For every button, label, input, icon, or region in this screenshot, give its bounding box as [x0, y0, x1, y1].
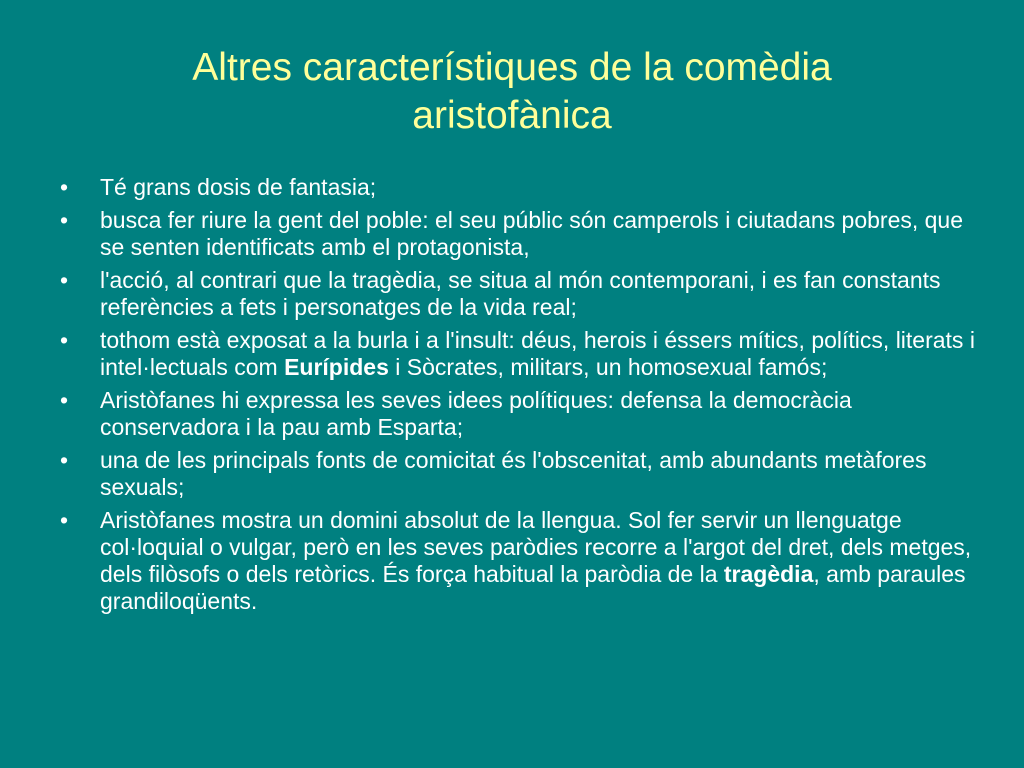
- bullet-text: una de les principals fonts de comicitat és l'obscenitat, amb abundants metàfores sexuals;: [100, 447, 927, 500]
- bullet-icon: •: [60, 507, 69, 533]
- bullet-icon: •: [60, 207, 69, 233]
- slide-title-line-1: Altres característiques de la comèdia: [192, 46, 832, 89]
- bullet-list: [60, 174, 980, 621]
- bullet-item-2: [60, 207, 980, 261]
- bullet-text: [100, 327, 975, 380]
- bullet-item-7: [60, 507, 980, 615]
- bullet-item-4: [60, 327, 980, 381]
- bullet-item-6: [60, 447, 980, 501]
- bullet-text: l'acció, al contrari que la tragèdia, se situa al món contemporani, i es fan constants referències a fets i personatges de la vida real;: [100, 267, 941, 320]
- bullet-item-3: [60, 267, 980, 321]
- bullet-icon: •: [60, 327, 69, 353]
- bullet-item-5: [60, 387, 980, 441]
- bullet-text-part: tothom està exposat a la burla i a l'insult: déus, herois i éssers mítics, polítics, literats i intel·lectuals com: [100, 327, 975, 380]
- bold-term-tragedia: tragèdia: [723, 561, 814, 587]
- slide-title: [60, 44, 964, 140]
- bullet-text: busca fer riure la gent del poble: el seu públic són camperols i ciutadans pobres, que se senten identificats amb el protagonista,: [100, 207, 964, 260]
- bullet-text-part: i Sòcrates, militars, un homosexual famós;: [388, 354, 828, 380]
- bullet-icon: •: [60, 174, 69, 200]
- bullet-text-part: Aristòfanes mostra un domini absolut de la llengua. Sol fer servir un llenguatge col·loquial o vulgar, però en les seves paròdies recorre a l'argot del dret, dels metges, dels filòsofs o dels retòrics. És força habitual la paròdia de la: [100, 507, 972, 587]
- bullet-icon: •: [60, 267, 69, 293]
- bullet-icon: •: [60, 447, 69, 473]
- bullet-item-1: [60, 174, 980, 201]
- bullet-text: Aristòfanes hi expressa les seves idees polítiques: defensa la democràcia conservadora i la pau amb Esparta;: [100, 387, 852, 440]
- bullet-icon: •: [60, 387, 69, 413]
- bullet-text-part: , amb paraules grandiloqüents.: [100, 561, 966, 614]
- bullet-text: [100, 507, 971, 614]
- bullet-text: Té grans dosis de fantasia;: [100, 174, 377, 200]
- bold-term-euripides: Eurípides: [284, 354, 389, 380]
- slide-title-line-2: aristofànica: [412, 94, 612, 137]
